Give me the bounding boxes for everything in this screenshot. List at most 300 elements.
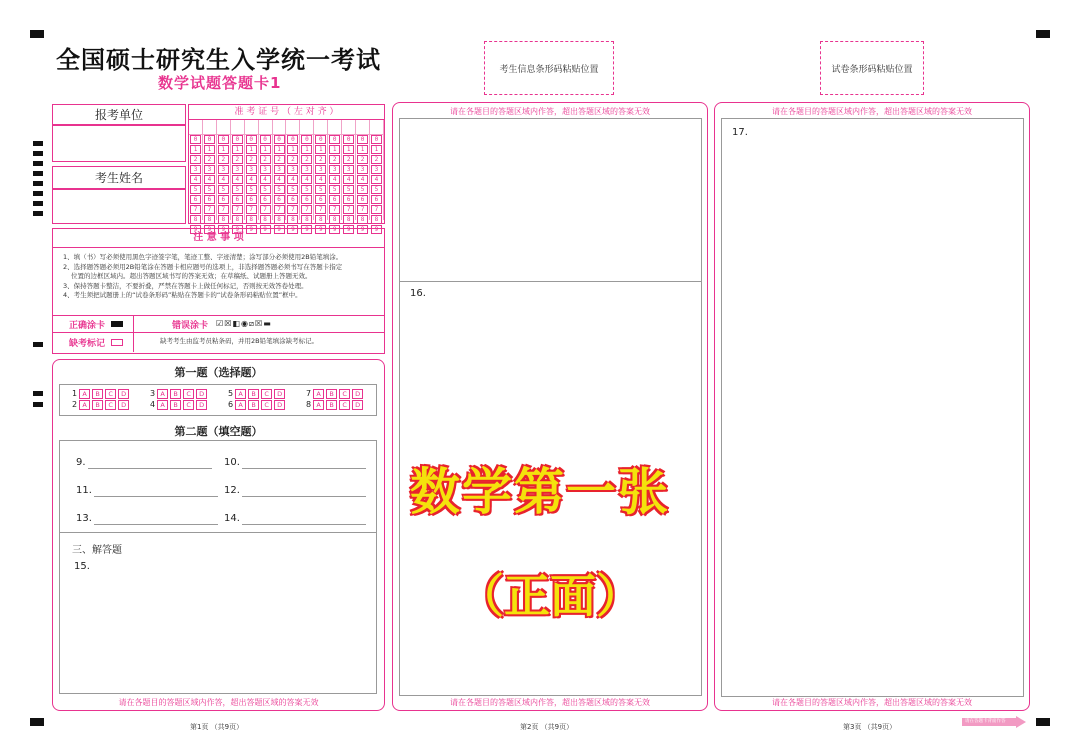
timing-mark bbox=[33, 161, 43, 166]
exam-digit-bubble[interactable]: 1 bbox=[204, 145, 215, 154]
choice-option-bubble[interactable]: C bbox=[339, 389, 350, 399]
exam-digit-bubble[interactable]: 3 bbox=[343, 165, 354, 174]
wrong-fill-half-icon: ◧ bbox=[232, 319, 241, 328]
choice-question bbox=[306, 400, 363, 410]
choice-option-bubble[interactable]: B bbox=[170, 400, 181, 410]
exam-digit-bubble[interactable]: 1 bbox=[274, 145, 285, 154]
exam-digit-bubble[interactable]: 6 bbox=[274, 195, 285, 204]
exam-digit-bubble[interactable]: 7 bbox=[357, 205, 368, 214]
exam-digit-bubble[interactable]: 8 bbox=[329, 215, 340, 224]
choice-option-bubble[interactable]: C bbox=[105, 389, 116, 399]
exam-digit-write-box[interactable] bbox=[273, 120, 286, 135]
exam-digit-bubble[interactable]: 0 bbox=[246, 135, 257, 144]
fill-in-number: 10. bbox=[224, 457, 240, 468]
exam-digit-bubble[interactable]: 4 bbox=[315, 175, 326, 184]
solution-box bbox=[59, 532, 377, 694]
answer-panel-3 bbox=[714, 102, 1030, 711]
exam-digit-bubble[interactable]: 5 bbox=[315, 185, 326, 194]
exam-digit-bubble[interactable]: 7 bbox=[343, 205, 354, 214]
exam-digit-bubble[interactable]: 0 bbox=[218, 135, 229, 144]
choice-option-bubble[interactable]: A bbox=[157, 400, 168, 410]
choice-question-number: 1 bbox=[72, 389, 78, 398]
exam-digit-bubble[interactable]: 6 bbox=[287, 195, 298, 204]
timing-mark bbox=[33, 181, 43, 186]
paper-barcode-area bbox=[820, 41, 924, 95]
exam-digit-bubble[interactable]: 9 bbox=[260, 225, 271, 234]
arrow-head-icon bbox=[1016, 716, 1026, 728]
exam-digit-bubble[interactable]: 3 bbox=[204, 165, 215, 174]
exam-digit-bubble[interactable]: 3 bbox=[246, 165, 257, 174]
choice-option-bubble[interactable]: C bbox=[261, 389, 272, 399]
fill-in-answer-line[interactable] bbox=[242, 485, 366, 497]
exam-digit-write-box[interactable] bbox=[342, 120, 355, 135]
timing-mark bbox=[33, 171, 43, 176]
timing-mark bbox=[33, 211, 43, 216]
exam-digit-bubble[interactable]: 5 bbox=[232, 185, 243, 194]
exam-digit-write-box[interactable] bbox=[328, 120, 341, 135]
exam-digit-bubble[interactable]: 8 bbox=[232, 215, 243, 224]
choice-option-bubble[interactable]: A bbox=[79, 400, 90, 410]
exam-digit-bubble[interactable]: 4 bbox=[287, 175, 298, 184]
exam-digit-bubble[interactable]: 0 bbox=[357, 135, 368, 144]
exam-digit-column bbox=[273, 120, 287, 233]
exam-digit-bubble[interactable]: 3 bbox=[357, 165, 368, 174]
exam-digit-write-box[interactable] bbox=[286, 120, 299, 135]
absent-checkbox[interactable] bbox=[111, 339, 123, 346]
exam-digit-bubble[interactable]: 2 bbox=[204, 155, 215, 164]
exam-digit-bubble[interactable]: 2 bbox=[232, 155, 243, 164]
exam-digit-bubble[interactable]: 4 bbox=[301, 175, 312, 184]
stamp-line1: 数学第一张 bbox=[410, 463, 670, 521]
exam-digit-bubble[interactable]: 1 bbox=[260, 145, 271, 154]
absent-divider bbox=[133, 332, 134, 352]
answer-area-2-top[interactable] bbox=[399, 118, 702, 282]
choice-option-bubble[interactable]: C bbox=[261, 400, 272, 410]
wrong-fill-line-icon: ▬ bbox=[263, 319, 272, 328]
exam-digit-bubble[interactable]: 1 bbox=[315, 145, 326, 154]
choice-question-number: 6 bbox=[228, 400, 234, 409]
exam-digit-bubble[interactable]: 7 bbox=[190, 205, 201, 214]
choice-question-number: 8 bbox=[306, 400, 312, 409]
exam-digit-bubble[interactable]: 7 bbox=[260, 205, 271, 214]
exam-digit-bubble[interactable]: 5 bbox=[287, 185, 298, 194]
exam-digit-bubble[interactable]: 5 bbox=[329, 185, 340, 194]
exam-digit-bubble[interactable]: 8 bbox=[260, 215, 271, 224]
exam-digit-bubble[interactable]: 9 bbox=[274, 225, 285, 234]
exam-digit-bubble[interactable]: 4 bbox=[274, 175, 285, 184]
exam-digit-write-box[interactable] bbox=[314, 120, 327, 135]
exam-digit-bubble[interactable]: 4 bbox=[357, 175, 368, 184]
q16-label: 16. bbox=[410, 288, 426, 299]
exam-digit-bubble[interactable]: 7 bbox=[329, 205, 340, 214]
exam-digit-bubble[interactable]: 0 bbox=[260, 135, 271, 144]
exam-digit-bubble[interactable]: 6 bbox=[301, 195, 312, 204]
answer-panel-1 bbox=[52, 359, 385, 711]
exam-digit-bubble[interactable]: 9 bbox=[287, 225, 298, 234]
choice-question-number: 4 bbox=[150, 400, 156, 409]
exam-digit-bubble[interactable]: 9 bbox=[232, 225, 243, 234]
exam-digit-bubble[interactable]: 9 bbox=[246, 225, 257, 234]
exam-digit-bubble[interactable]: 9 bbox=[371, 225, 382, 234]
paper-barcode-label: 试卷条形码粘贴位置 bbox=[831, 64, 913, 75]
choice-option-bubble[interactable]: A bbox=[157, 389, 168, 399]
exam-digit-bubble[interactable]: 8 bbox=[274, 215, 285, 224]
exam-digit-bubble[interactable]: 9 bbox=[190, 225, 201, 234]
candidate-barcode-area bbox=[484, 41, 614, 95]
panel1-bottom-warning: 请在各题目的答题区域内作答，超出答题区域的答案无效 bbox=[118, 698, 319, 707]
exam-digit-bubble[interactable]: 1 bbox=[343, 145, 354, 154]
notice-item: 位置的边框区域内。超出答题区域书写的答案无效；在草稿纸、试题册上答题无效。 bbox=[71, 272, 312, 280]
exam-digit-bubble[interactable]: 7 bbox=[287, 205, 298, 214]
correct-fill-label: 正确涂卡 bbox=[69, 320, 106, 331]
exam-digit-bubble[interactable]: 9 bbox=[329, 225, 340, 234]
exam-digit-bubble[interactable]: 9 bbox=[204, 225, 215, 234]
arrow-label: 请在答题卡背面作答 bbox=[965, 719, 1006, 724]
exam-digit-bubble[interactable]: 1 bbox=[232, 145, 243, 154]
exam-digit-bubble[interactable]: 2 bbox=[329, 155, 340, 164]
choice-option-bubble[interactable]: C bbox=[105, 400, 116, 410]
exam-digit-bubble[interactable]: 0 bbox=[274, 135, 285, 144]
choice-option-bubble[interactable]: D bbox=[118, 400, 129, 410]
choice-option-bubble[interactable]: B bbox=[326, 389, 337, 399]
exam-digit-bubble[interactable]: 3 bbox=[329, 165, 340, 174]
exam-digit-bubble[interactable]: 2 bbox=[274, 155, 285, 164]
exam-digit-bubble[interactable]: 0 bbox=[190, 135, 201, 144]
notice-title: 注 意 事 项 bbox=[53, 229, 384, 248]
exam-digit-bubble[interactable]: 7 bbox=[204, 205, 215, 214]
choice-question bbox=[228, 389, 285, 399]
fill-in-box bbox=[59, 440, 377, 533]
exam-digit-bubble[interactable]: 6 bbox=[315, 195, 326, 204]
exam-digit-bubble[interactable]: 6 bbox=[371, 195, 382, 204]
registration-mark-bottom-left bbox=[30, 718, 44, 726]
choice-option-bubble[interactable]: B bbox=[248, 400, 259, 410]
exam-digit-bubble[interactable]: 1 bbox=[190, 145, 201, 154]
card-subtitle: 数学试题答题卡1 bbox=[158, 74, 282, 92]
exam-digit-write-box[interactable] bbox=[189, 120, 202, 135]
page-number-2: 第2页 （共9页） bbox=[520, 723, 574, 731]
choice-question bbox=[72, 400, 129, 410]
candidate-barcode-label: 考生信息条形码粘贴位置 bbox=[499, 64, 599, 75]
exam-digit-bubble[interactable]: 1 bbox=[329, 145, 340, 154]
choice-question bbox=[150, 400, 207, 410]
timing-mark-b bbox=[33, 402, 43, 407]
name-label-box bbox=[52, 166, 186, 190]
exam-digit-bubble[interactable]: 3 bbox=[232, 165, 243, 174]
exam-digit-bubble[interactable]: 9 bbox=[315, 225, 326, 234]
exam-digit-bubble[interactable]: 4 bbox=[204, 175, 215, 184]
exam-digit-bubble[interactable]: 6 bbox=[204, 195, 215, 204]
exam-digit-bubble[interactable]: 9 bbox=[218, 225, 229, 234]
exam-digit-bubble[interactable]: 8 bbox=[371, 215, 382, 224]
exam-digit-bubble[interactable]: 2 bbox=[287, 155, 298, 164]
exam-digit-bubble[interactable]: 2 bbox=[357, 155, 368, 164]
choice-option-bubble[interactable]: D bbox=[196, 389, 207, 399]
timing-mark bbox=[33, 201, 43, 206]
exam-digit-bubble[interactable]: 2 bbox=[260, 155, 271, 164]
name-label: 考生姓名 bbox=[94, 171, 143, 185]
exam-digit-bubble[interactable]: 6 bbox=[190, 195, 201, 204]
registration-mark-top-right bbox=[1036, 30, 1050, 38]
exam-digit-bubble[interactable]: 1 bbox=[218, 145, 229, 154]
choice-question-number: 2 bbox=[72, 400, 78, 409]
exam-digit-write-box[interactable] bbox=[245, 120, 258, 135]
q17-label: 17. bbox=[732, 127, 748, 138]
wrong-fill-cross-icon: ☒ bbox=[224, 319, 233, 328]
fill-in-answer-line[interactable] bbox=[94, 485, 218, 497]
exam-digit-bubble[interactable]: 2 bbox=[371, 155, 382, 164]
exam-digit-bubble[interactable]: 5 bbox=[190, 185, 201, 194]
exam-digit-column bbox=[342, 120, 356, 233]
exam-digit-bubble[interactable]: 8 bbox=[287, 215, 298, 224]
choice-option-bubble[interactable]: A bbox=[313, 400, 324, 410]
name-field[interactable] bbox=[52, 188, 186, 224]
choice-option-bubble[interactable]: D bbox=[352, 400, 363, 410]
exam-digit-bubble[interactable]: 8 bbox=[315, 215, 326, 224]
exam-digit-bubble[interactable]: 1 bbox=[287, 145, 298, 154]
exam-digit-bubble[interactable]: 3 bbox=[190, 165, 201, 174]
exam-digit-bubble[interactable]: 4 bbox=[329, 175, 340, 184]
fill-in-question bbox=[224, 457, 366, 469]
next-page-arrow bbox=[962, 716, 1026, 728]
section3-title: 三、解答题 bbox=[72, 545, 122, 556]
exam-digit-bubble[interactable]: 1 bbox=[246, 145, 257, 154]
fill-in-number: 11. bbox=[76, 485, 92, 496]
exam-digit-bubble[interactable]: 6 bbox=[260, 195, 271, 204]
exam-digit-bubble[interactable]: 3 bbox=[260, 165, 271, 174]
choice-option-bubble[interactable]: B bbox=[326, 400, 337, 410]
exam-digit-bubble[interactable]: 5 bbox=[218, 185, 229, 194]
exam-digit-bubble[interactable]: 0 bbox=[315, 135, 326, 144]
fill-in-number: 13. bbox=[76, 513, 92, 524]
exam-digit-bubble[interactable]: 5 bbox=[246, 185, 257, 194]
exam-digit-write-box[interactable] bbox=[356, 120, 369, 135]
choice-option-bubble[interactable]: B bbox=[92, 389, 103, 399]
exam-digit-column bbox=[300, 120, 314, 233]
exam-digit-bubble[interactable]: 1 bbox=[357, 145, 368, 154]
exam-digit-column bbox=[314, 120, 328, 233]
exam-digit-bubble[interactable]: 5 bbox=[301, 185, 312, 194]
exam-digit-bubble[interactable]: 0 bbox=[343, 135, 354, 144]
exam-digit-bubble[interactable]: 6 bbox=[357, 195, 368, 204]
choice-option-bubble[interactable]: D bbox=[274, 400, 285, 410]
choice-option-bubble[interactable]: C bbox=[183, 400, 194, 410]
exam-digit-column bbox=[356, 120, 370, 233]
exam-digit-bubble[interactable]: 4 bbox=[218, 175, 229, 184]
exam-digit-bubble[interactable]: 6 bbox=[343, 195, 354, 204]
choice-question bbox=[72, 389, 129, 399]
exam-digit-bubble[interactable]: 4 bbox=[246, 175, 257, 184]
exam-digit-bubble[interactable]: 0 bbox=[301, 135, 312, 144]
unit-field[interactable] bbox=[52, 124, 186, 162]
notice-box bbox=[52, 228, 385, 354]
exam-digit-write-box[interactable] bbox=[259, 120, 272, 135]
exam-digit-bubble[interactable]: 3 bbox=[301, 165, 312, 174]
page-number-3: 第3页 （共9页） bbox=[843, 723, 897, 731]
unit-label: 报考单位 bbox=[94, 108, 143, 122]
exam-digit-bubble[interactable]: 2 bbox=[246, 155, 257, 164]
choice-option-bubble[interactable]: A bbox=[313, 389, 324, 399]
fill-in-answer-line[interactable] bbox=[242, 457, 366, 469]
fill-in-question bbox=[76, 485, 218, 497]
timing-mark bbox=[33, 191, 43, 196]
unit-label-box bbox=[52, 104, 186, 126]
exam-digit-bubble[interactable]: 3 bbox=[218, 165, 229, 174]
exam-digit-bubble[interactable]: 5 bbox=[204, 185, 215, 194]
exam-digit-column bbox=[189, 120, 203, 233]
exam-digit-bubble[interactable]: 2 bbox=[343, 155, 354, 164]
timing-mark-a bbox=[33, 391, 43, 396]
exam-digit-write-box[interactable] bbox=[217, 120, 230, 135]
exam-digit-column bbox=[286, 120, 300, 233]
exam-digit-bubble[interactable]: 6 bbox=[232, 195, 243, 204]
exam-digit-bubble[interactable]: 0 bbox=[204, 135, 215, 144]
exam-digit-column bbox=[259, 120, 273, 233]
wrong-fill-cross2-icon: ☒ bbox=[255, 319, 264, 328]
exam-digit-bubble[interactable]: 2 bbox=[315, 155, 326, 164]
stamp-line2: （正面） bbox=[458, 569, 642, 623]
choice-question-number: 5 bbox=[228, 389, 234, 398]
fill-in-number: 9. bbox=[76, 457, 86, 468]
exam-digit-bubble[interactable]: 9 bbox=[343, 225, 354, 234]
exam-digit-bubble[interactable]: 3 bbox=[287, 165, 298, 174]
exam-digit-bubble[interactable]: 5 bbox=[357, 185, 368, 194]
exam-digit-write-box[interactable] bbox=[203, 120, 216, 135]
wrong-fill-check-icon: ☑ bbox=[216, 319, 225, 328]
choice-box bbox=[59, 384, 377, 416]
notice-item: 2、选择题答题必须用2B铅笔涂在答题卡相应题号的选项上，非选择题答题必须书写在答题卡指定 bbox=[63, 262, 343, 271]
exam-digit-bubble[interactable]: 0 bbox=[232, 135, 243, 144]
exam-digit-bubble[interactable]: 5 bbox=[371, 185, 382, 194]
exam-digit-bubble[interactable]: 7 bbox=[246, 205, 257, 214]
registration-mark-bottom-right bbox=[1036, 718, 1050, 726]
exam-digit-bubble[interactable]: 9 bbox=[301, 225, 312, 234]
choice-option-bubble[interactable]: D bbox=[352, 389, 363, 399]
exam-digit-bubble[interactable]: 7 bbox=[218, 205, 229, 214]
choice-option-bubble[interactable]: D bbox=[196, 400, 207, 410]
panel2-bottom-warning: 请在各题目的答题区域内作答，超出答题区域的答案无效 bbox=[450, 698, 650, 707]
exam-number-bubbles[interactable] bbox=[189, 120, 384, 233]
exam-digit-bubble[interactable]: 7 bbox=[301, 205, 312, 214]
timing-mark bbox=[33, 151, 43, 156]
wrong-fill-slash-icon: ⧄ bbox=[248, 319, 256, 328]
choice-option-bubble[interactable]: A bbox=[235, 400, 246, 410]
panel2-top-warning: 请在各题目的答题区域内作答，超出答题区域的答案无效 bbox=[450, 107, 650, 116]
choice-question bbox=[228, 400, 285, 410]
exam-digit-bubble[interactable]: 8 bbox=[218, 215, 229, 224]
exam-digit-bubble[interactable]: 2 bbox=[218, 155, 229, 164]
exam-digit-bubble[interactable]: 0 bbox=[287, 135, 298, 144]
fill-in-number: 14. bbox=[224, 513, 240, 524]
wrong-fill-samples bbox=[216, 319, 272, 329]
timing-mark bbox=[33, 141, 43, 146]
exam-digit-bubble[interactable]: 2 bbox=[190, 155, 201, 164]
exam-digit-bubble[interactable]: 8 bbox=[190, 215, 201, 224]
exam-digit-column bbox=[328, 120, 342, 233]
choice-question bbox=[150, 389, 207, 399]
fill-in-question bbox=[224, 513, 366, 525]
exam-digit-bubble[interactable]: 1 bbox=[371, 145, 382, 154]
exam-digit-write-box[interactable] bbox=[231, 120, 244, 135]
exam-digit-bubble[interactable]: 0 bbox=[329, 135, 340, 144]
exam-digit-bubble[interactable]: 8 bbox=[343, 215, 354, 224]
exam-digit-bubble[interactable]: 8 bbox=[301, 215, 312, 224]
fill-in-number: 12. bbox=[224, 485, 240, 496]
choice-option-bubble[interactable]: B bbox=[248, 389, 259, 399]
exam-digit-bubble[interactable]: 1 bbox=[301, 145, 312, 154]
registration-mark-top-left bbox=[30, 30, 44, 38]
exam-digit-bubble[interactable]: 0 bbox=[371, 135, 382, 144]
exam-digit-bubble[interactable]: 2 bbox=[301, 155, 312, 164]
exam-digit-bubble[interactable]: 7 bbox=[315, 205, 326, 214]
exam-digit-column bbox=[370, 120, 384, 233]
exam-digit-column bbox=[231, 120, 245, 233]
correct-fill-sample bbox=[111, 321, 123, 327]
exam-digit-bubble[interactable]: 6 bbox=[329, 195, 340, 204]
exam-digit-bubble[interactable]: 9 bbox=[357, 225, 368, 234]
section2-title: 第二题（填空题） bbox=[174, 425, 263, 438]
choice-option-bubble[interactable]: B bbox=[92, 400, 103, 410]
exam-digit-write-box[interactable] bbox=[300, 120, 313, 135]
notice-item: 1、填（书）写必须使用黑色字迹签字笔，笔迹工整、字迹清楚；涂写部分必须使用2B铅笔填涂。 bbox=[63, 253, 343, 261]
choice-option-bubble[interactable]: D bbox=[274, 389, 285, 399]
fill-in-question bbox=[76, 457, 212, 469]
fill-in-answer-line[interactable] bbox=[88, 457, 212, 469]
choice-option-bubble[interactable]: A bbox=[79, 389, 90, 399]
fill-in-answer-line[interactable] bbox=[242, 513, 366, 525]
exam-digit-bubble[interactable]: 7 bbox=[371, 205, 382, 214]
absent-row bbox=[53, 332, 384, 352]
fill-in-answer-line[interactable] bbox=[94, 513, 218, 525]
exam-title: 全国硕士研究生入学统一考试 bbox=[56, 45, 381, 74]
choice-question-number: 7 bbox=[306, 389, 312, 398]
fill-example-row bbox=[53, 315, 384, 333]
fill-in-question bbox=[76, 513, 218, 525]
section1-title: 第一题（选择题） bbox=[174, 366, 263, 379]
choice-option-bubble[interactable]: C bbox=[183, 389, 194, 399]
exam-digit-bubble[interactable]: 4 bbox=[260, 175, 271, 184]
page-number-1: 第1页 （共9页） bbox=[190, 723, 244, 731]
exam-digit-bubble[interactable]: 6 bbox=[218, 195, 229, 204]
answer-area-17[interactable] bbox=[721, 118, 1024, 697]
exam-digit-bubble[interactable]: 8 bbox=[246, 215, 257, 224]
exam-digit-bubble[interactable]: 4 bbox=[371, 175, 382, 184]
exam-digit-bubble[interactable]: 5 bbox=[343, 185, 354, 194]
exam-digit-write-box[interactable] bbox=[370, 120, 383, 135]
choice-option-bubble[interactable]: A bbox=[235, 389, 246, 399]
exam-digit-bubble[interactable]: 5 bbox=[274, 185, 285, 194]
absent-note: 缺考考生由监考员粘条码，并用2B铅笔填涂缺考标记。 bbox=[160, 337, 319, 346]
choice-option-bubble[interactable]: B bbox=[170, 389, 181, 399]
exam-digit-bubble[interactable]: 4 bbox=[190, 175, 201, 184]
exam-digit-bubble[interactable]: 7 bbox=[232, 205, 243, 214]
choice-option-bubble[interactable]: D bbox=[118, 389, 129, 399]
exam-digit-bubble[interactable]: 3 bbox=[315, 165, 326, 174]
exam-digit-bubble[interactable]: 7 bbox=[274, 205, 285, 214]
exam-digit-bubble[interactable]: 4 bbox=[232, 175, 243, 184]
exam-digit-bubble[interactable]: 3 bbox=[274, 165, 285, 174]
exam-digit-bubble[interactable]: 8 bbox=[204, 215, 215, 224]
exam-digit-bubble[interactable]: 3 bbox=[371, 165, 382, 174]
exam-digit-column bbox=[217, 120, 231, 233]
exam-digit-bubble[interactable]: 4 bbox=[343, 175, 354, 184]
wrong-fill-label: 错误涂卡 bbox=[172, 320, 209, 331]
choice-option-bubble[interactable]: C bbox=[339, 400, 350, 410]
exam-digit-bubble[interactable]: 8 bbox=[357, 215, 368, 224]
exam-digit-bubble[interactable]: 6 bbox=[246, 195, 257, 204]
notice-list bbox=[53, 248, 384, 301]
exam-digit-bubble[interactable]: 5 bbox=[260, 185, 271, 194]
